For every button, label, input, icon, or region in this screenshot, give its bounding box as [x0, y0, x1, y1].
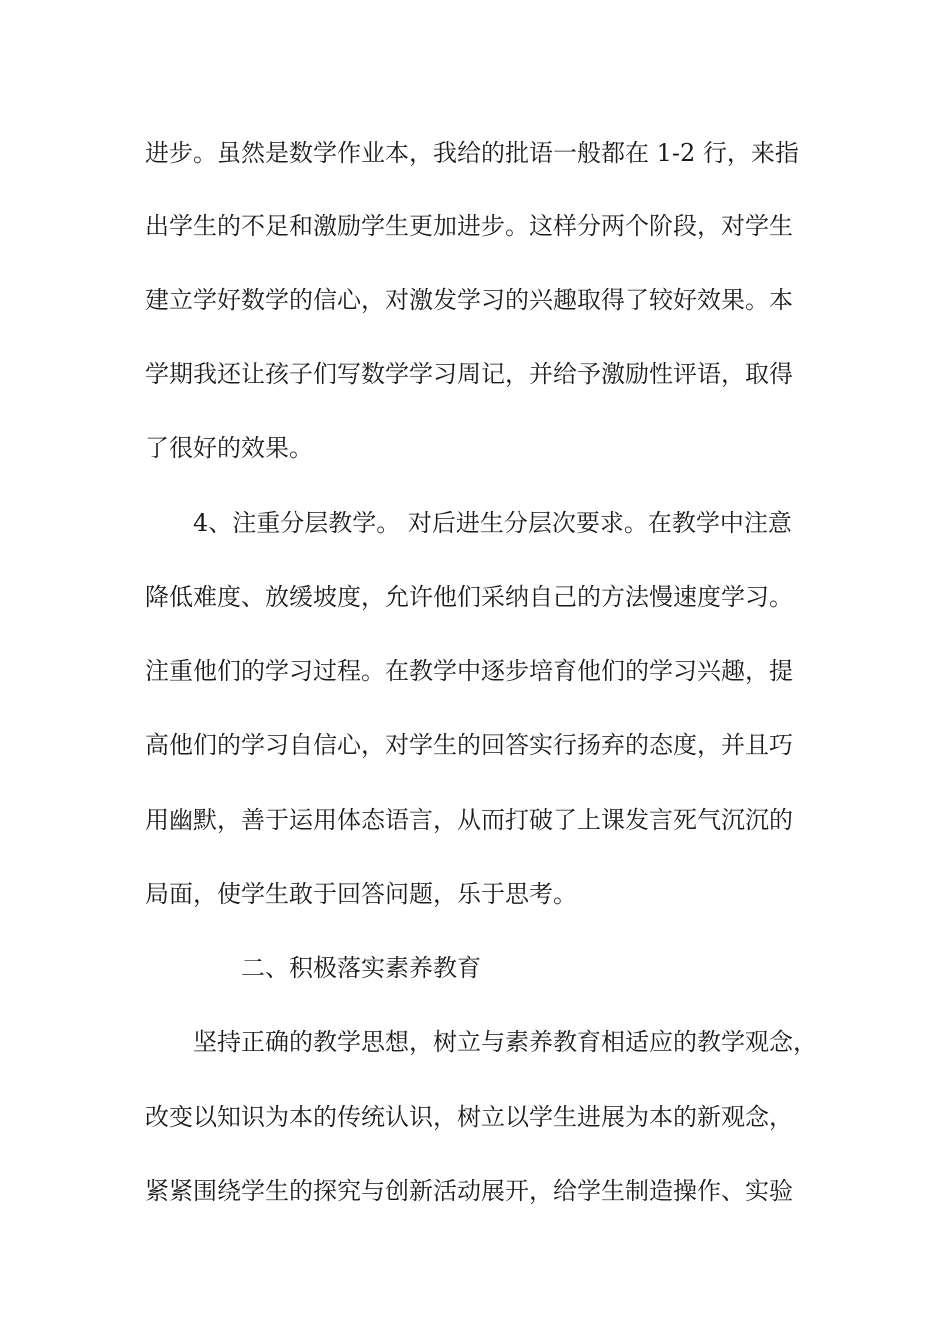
paragraph-line: 建立学好数学的信心，对激发学习的兴趣取得了较好效果。本: [145, 286, 793, 314]
paragraph-line: 学期我还让孩子们写数学学习周记，并给予激励性评语，取得: [145, 360, 793, 388]
paragraph-line: 了很好的效果。: [145, 434, 313, 462]
paragraph-line: 降低难度、放缓坡度，允许他们采纳自己的方法慢速度学习。: [145, 583, 793, 611]
paragraph-line: 高他们的学习自信心，对学生的回答实行扬弃的态度，并且巧: [145, 731, 793, 759]
paragraph-line: 4、注重分层教学。 对后进生分层次要求。在教学中注意: [193, 509, 792, 537]
section-heading: 二、积极落实素养教育: [241, 954, 481, 982]
paragraph-line: 坚持正确的教学思想，树立与素养教育相适应的教学观念，: [193, 1028, 817, 1056]
paragraph-line: 改变以知识为本的传统认识，树立以学生进展为本的新观念，: [145, 1103, 793, 1131]
paragraph-line: 紧紧围绕学生的探究与创新活动展开，给学生制造操作、实验: [145, 1177, 793, 1205]
paragraph-line: 局面，使学生敢于回答问题，乐于思考。: [145, 880, 577, 908]
paragraph-line: 用幽默，善于运用体态语言，从而打破了上课发言死气沉沉的: [145, 806, 793, 834]
paragraph-line: 注重他们的学习过程。在教学中逐步培育他们的学习兴趣，提: [145, 657, 793, 685]
paragraph-line: 出学生的不足和激励学生更加进步。这样分两个阶段，对学生: [145, 212, 793, 240]
paragraph-line: 进步。虽然是数学作业本，我给的批语一般都在 1-2 行，来指: [145, 139, 799, 167]
